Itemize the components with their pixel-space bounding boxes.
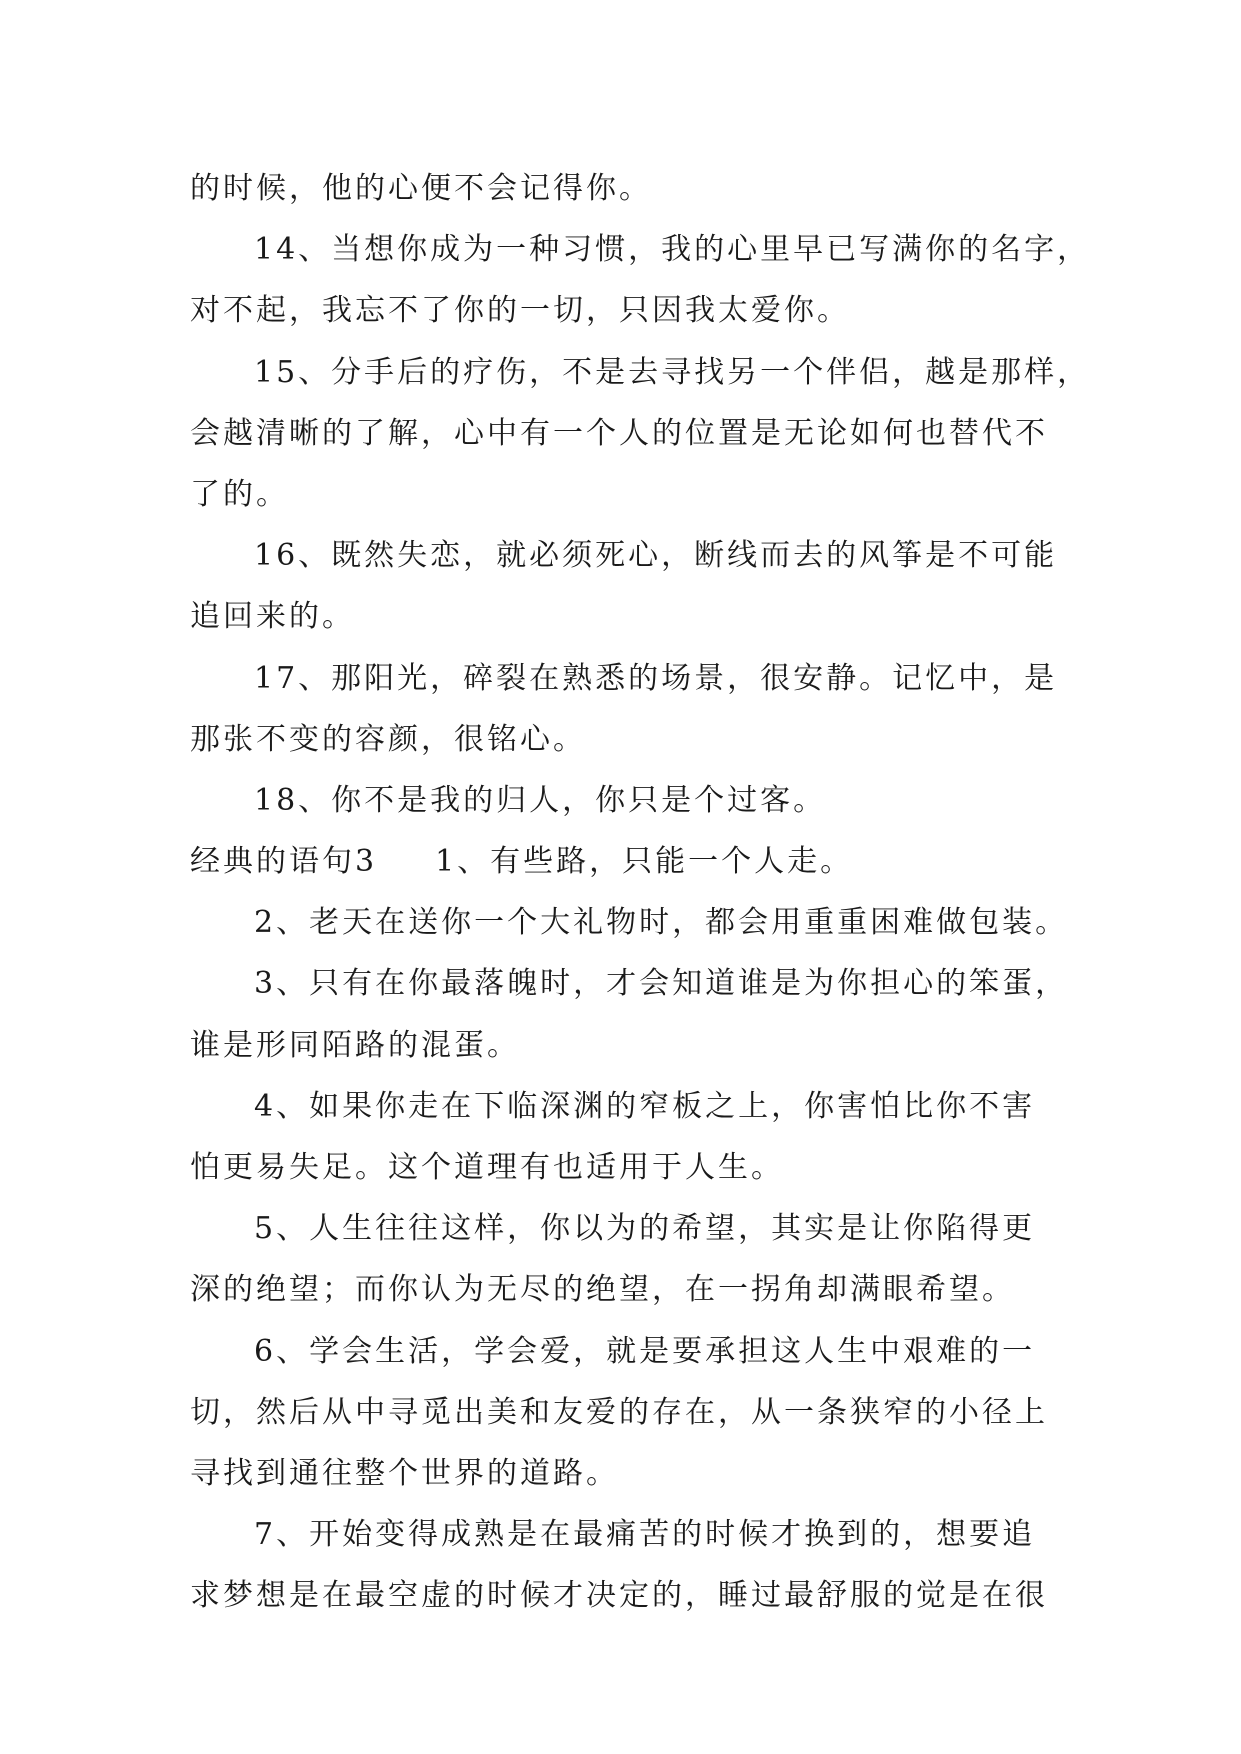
text-line: 17、那阳光，碎裂在熟悉的场景，很安静。记忆中，是 xyxy=(254,660,1058,696)
text-line: 1、有些路，只能一个人走。 xyxy=(435,844,854,880)
text-line: 2、老天在送你一个大礼物时，都会用重重困难做包装。 xyxy=(254,905,1069,941)
text-line: 寻找到通往整个世界的道路。 xyxy=(190,1455,619,1491)
text-line: 谁是形同陌路的混蛋。 xyxy=(190,1027,520,1063)
text-line: 6、学会生活，学会爱，就是要承担这人生中艰难的一 xyxy=(254,1333,1036,1369)
text-line: 16、既然失恋，就必须死心，断线而去的风筝是不可能 xyxy=(254,538,1058,574)
text-line: 那张不变的容颜，很铭心。 xyxy=(190,721,586,757)
text-line: 5、人生往往这样，你以为的希望，其实是让你陷得更 xyxy=(254,1211,1036,1247)
text-line: 的时候，他的心便不会记得你。 xyxy=(190,171,652,206)
text-line: 4、如果你走在下临深渊的窄板之上，你害怕比你不害 xyxy=(254,1088,1036,1124)
text-line: 14、当想你成为一种习惯，我的心里早已写满你的名字， xyxy=(254,232,1091,268)
text-line: 对不起，我忘不了你的一切，只因我太爱你。 xyxy=(190,293,850,329)
text-line: 深的绝望；而你认为无尽的绝望，在一拐角却满眼希望。 xyxy=(190,1272,1015,1308)
text-line: 18、你不是我的归人，你只是个过客。 xyxy=(254,782,827,818)
text-line: 切，然后从中寻觅出美和友爱的存在，从一条狭窄的小径上 xyxy=(190,1394,1048,1430)
section-heading-line xyxy=(190,831,1070,892)
text-line: 7、开始变得成熟是在最痛苦的时候才换到的，想要追 xyxy=(254,1517,1036,1553)
text-line: 怕更易失足。这个道理有也适用于人生。 xyxy=(190,1150,784,1185)
text-line: 3、只有在你最落魄时，才会知道谁是为你担心的笨蛋， xyxy=(254,966,1069,1002)
section-heading: 经典的语句3 xyxy=(190,844,378,880)
text-line: 15、分手后的疗伤，不是去寻找另一个伴侣，越是那样， xyxy=(254,354,1091,390)
text-line: 了的。 xyxy=(190,476,289,512)
document-body xyxy=(190,158,1091,1627)
text-line: 追回来的。 xyxy=(190,599,355,635)
text-line: 会越清晰的了解，心中有一个人的位置是无论如何也替代不 xyxy=(190,415,1048,451)
text-line: 求梦想是在最空虚的时候才决定的，睡过最舒服的觉是在很 xyxy=(190,1578,1048,1614)
